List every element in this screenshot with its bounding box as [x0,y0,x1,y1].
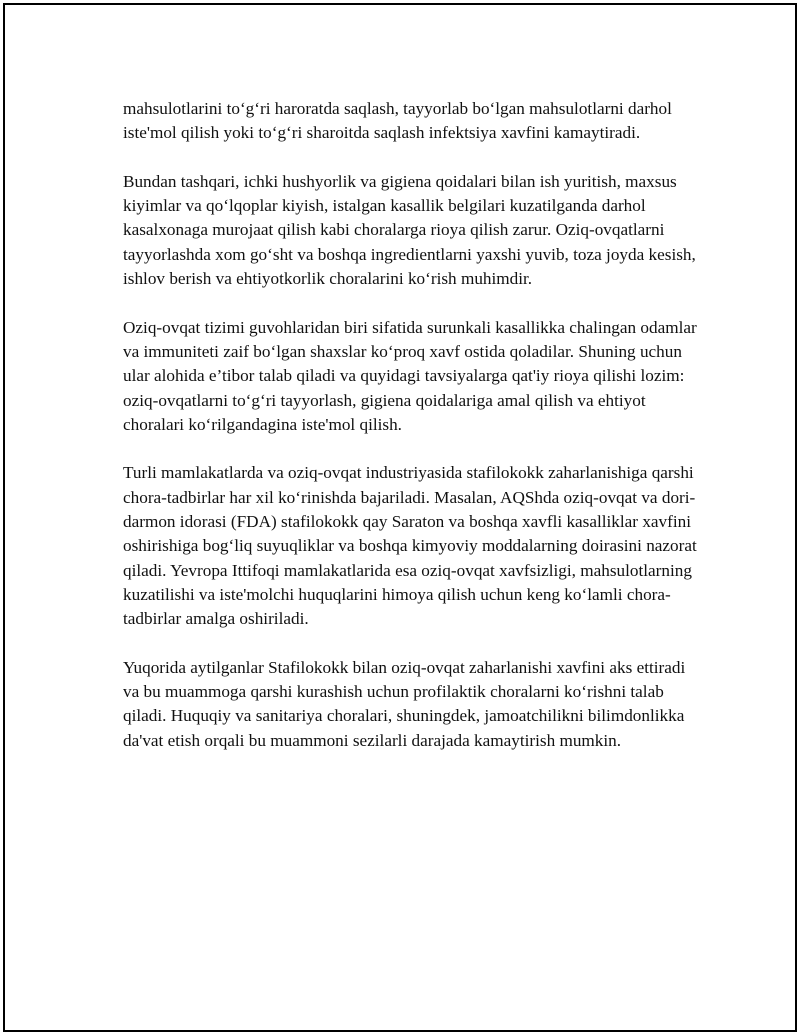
paragraph-3: Oziq-ovqat tizimi guvohlaridan biri sifatida surunkali kasallikka chalingan odamlar va immuniteti zaif bo‘lgan shaxslar ko‘proq xavf ostida qoladilar. Shuning uchun ular alohida e’tibor talab qiladi va quyidagi tavsiyalarga qat'iy rioya qilishi lozim: oziq-ovqatlarni to‘g‘ri tayyorlash, gigiena qoidalariga amal qilish va ehtiyot choralari ko‘rilgandagina iste'mol qilish. [123,317,697,434]
page-frame [3,3,797,1032]
paragraph-5: Yuqorida aytilganlar Stafilokokk bilan oziq-ovqat zaharlanishi xavfini aks ettiradi va bu muammoga qarshi kurashish uchun profilaktik choralarni ko‘rishni talab qiladi. Huquqiy va sanitariya choralari, shuningdek, jamoatchilikni bilimdonlikka da'vat etish orqali bu muammoni sezilarli darajada kamaytirish mumkin. [123,657,686,750]
paragraph-2: Bundan tashqari, ichki hushyorlik va gigiena qoidalari bilan ish yuritish, maxsus kiyimlar va qo‘lqoplar kiyish, istalgan kasallik belgilari kuzatilganda darhol kasalxonaga murojaat qilish kabi choralarga rioya qilish zarur. Oziq-ovqatlarni tayyorlashda xom go‘sht va boshqa ingredientlarni yaxshi yuvib, toza joyda kesish, ishlov berish va ehtiyotkorlik choralarini ko‘rish muhimdir. [123,171,696,289]
paragraph-1: mahsulotlarini to‘g‘ri haroratda saqlash, tayyorlab bo‘lgan mahsulotlarni darhol iste'mol qilish yoki to‘g‘ri sharoitda saqlash infektsiya xavfini kamaytiradi. [123,99,672,143]
document-body [123,97,703,777]
paragraph-4: Turli mamlakatlarda va oziq-ovqat industriyasida stafilokokk zaharlanishiga qarshi chora-tadbirlar har xil ko‘rinishda bajariladi. Masalan, AQShda oziq-ovqat va dori-darmon idorasi (FDA) stafilokokk qay Saraton va boshqa xavfli kasalliklar xavfini oshirishiga bog‘liq suyuqliklar va boshqa kimyoviy moddalarning doirasini nazorat qiladi. Yevropa Ittifoqi mamlakatlarida esa oziq-ovqat xavfsizligi, mahsulotlarning kuzatilishi va iste'molchi huquqlarini himoya qilish uchun keng ko‘lamli chora-tadbirlar amalga oshiriladi. [123,463,697,629]
